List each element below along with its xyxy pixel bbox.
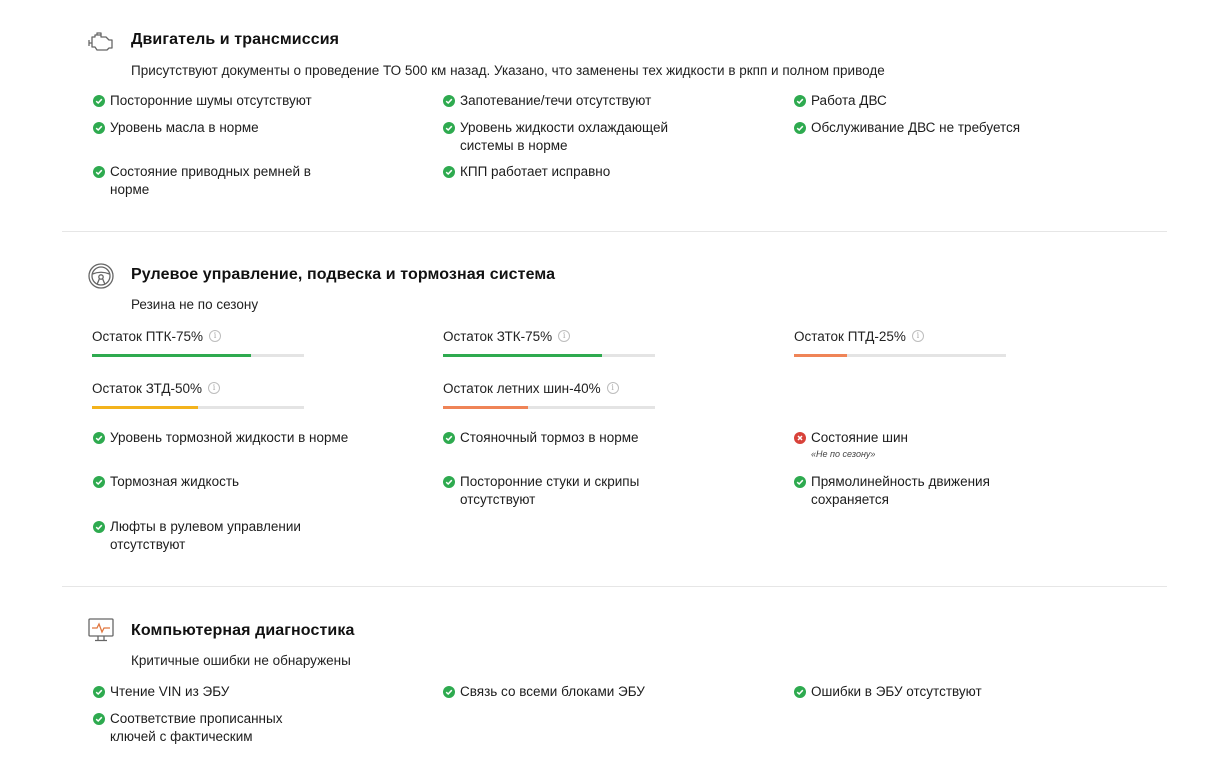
meter-track [794, 354, 1006, 357]
check-item [443, 683, 720, 701]
meter-fill [92, 354, 251, 357]
meter-label: Остаток ЗТД-50% [92, 381, 203, 396]
check-icon [443, 432, 455, 444]
check-item [794, 473, 1041, 509]
check-icon [443, 166, 455, 178]
check-item [794, 119, 1091, 137]
check-icon [93, 95, 105, 107]
meter-fill [92, 406, 198, 409]
check-item [443, 429, 720, 447]
check-item-label: Связь со всеми блоками ЭБУ [460, 684, 645, 699]
check-item-label: Соответствие прописанных ключей с фактическим [110, 711, 283, 744]
check-item-label: Люфты в рулевом управлении отсутствуют [110, 519, 301, 552]
info-icon[interactable]: i [209, 330, 221, 342]
section-description: Критичные ошибки не обнаружены [131, 653, 351, 668]
tread-meter [92, 380, 304, 409]
check-icon [93, 686, 105, 698]
meter-label: Остаток ПТД-25% [794, 329, 906, 344]
check-icon [443, 95, 455, 107]
check-icon [93, 432, 105, 444]
check-item [794, 92, 1091, 110]
check-item [443, 473, 690, 509]
check-item-label: Прямолинейность движения сохраняется [811, 474, 990, 507]
engine-icon [86, 26, 116, 56]
meter-label: Остаток летних шин-40% [443, 381, 601, 396]
info-icon[interactable]: i [558, 330, 570, 342]
check-item [93, 119, 370, 137]
section-divider [62, 231, 1167, 232]
check-icon [794, 122, 806, 134]
check-icon [93, 122, 105, 134]
check-icon [794, 95, 806, 107]
check-item-label: Чтение VIN из ЭБУ [110, 684, 230, 699]
check-item-label: Посторонние стуки и скрипы отсутствуют [460, 474, 640, 507]
section-title: Двигатель и трансмиссия [131, 31, 340, 48]
check-item-label: Тормозная жидкость [110, 474, 240, 489]
meter-track [92, 354, 304, 357]
meter-label: Остаток ПТК-75% [92, 329, 204, 344]
check-item [93, 473, 370, 491]
section-description: Резина не по сезону [131, 297, 259, 312]
check-item-label: Обслуживание ДВС не требуется [811, 120, 1021, 135]
tread-meter [92, 328, 304, 357]
meter-fill [443, 406, 528, 409]
meter-track [443, 354, 655, 357]
steering-wheel-icon [86, 261, 116, 291]
check-item-label: Уровень тормозной жидкости в норме [110, 430, 349, 445]
monitor-pulse-icon [86, 615, 116, 645]
info-icon[interactable]: i [208, 382, 220, 394]
check-icon [443, 686, 455, 698]
check-icon [794, 476, 806, 488]
meter-track [92, 406, 304, 409]
tread-meter [794, 328, 1006, 357]
tread-meter [443, 380, 655, 409]
check-icon [443, 476, 455, 488]
info-icon[interactable]: i [607, 382, 619, 394]
check-item-label: Ошибки в ЭБУ отсутствуют [811, 684, 982, 699]
check-item [93, 163, 345, 199]
meter-fill [443, 354, 602, 357]
check-icon [443, 122, 455, 134]
check-item-label: КПП работает исправно [460, 164, 611, 179]
info-icon[interactable]: i [912, 330, 924, 342]
section-title: Рулевое управление, подвеска и тормозная система [131, 266, 556, 283]
check-icon [93, 713, 105, 725]
check-item [93, 429, 350, 447]
error-icon [794, 432, 806, 444]
check-item-label: Стояночный тормоз в норме [460, 430, 639, 445]
meter-label: Остаток ЗТК-75% [443, 329, 553, 344]
check-item [794, 429, 1091, 460]
item-note: «Не по сезону» [811, 449, 876, 459]
meter-fill [794, 354, 847, 357]
check-item-label: Уровень масла в норме [110, 120, 259, 135]
tread-meter [443, 328, 655, 357]
section-description: Присутствуют документы о проведение ТО 500 км назад. Указано, что заменены тех жидкости в ркпп и полном приводе [131, 63, 885, 78]
check-icon [93, 476, 105, 488]
check-item-label: Состояние приводных ремней в норме [110, 164, 311, 197]
section-divider [62, 586, 1167, 587]
check-icon [794, 686, 806, 698]
check-item [93, 518, 340, 554]
check-item-label: Посторонние шумы отсутствуют [110, 93, 312, 108]
check-item [443, 92, 720, 110]
meter-track [443, 406, 655, 409]
check-item [93, 683, 370, 701]
check-item [93, 92, 370, 110]
check-item [794, 683, 1091, 701]
check-icon [93, 521, 105, 533]
check-item [443, 163, 720, 181]
check-item [443, 119, 700, 155]
check-item-label: Уровень жидкости охлаждающей системы в норме [460, 120, 669, 153]
check-item [93, 710, 325, 746]
section-title: Компьютерная диагностика [131, 622, 355, 639]
check-item-label: Работа ДВС [811, 93, 887, 108]
check-item-label: Состояние шин [811, 430, 908, 445]
check-item-label: Запотевание/течи отсутствуют [460, 93, 652, 108]
check-icon [93, 166, 105, 178]
